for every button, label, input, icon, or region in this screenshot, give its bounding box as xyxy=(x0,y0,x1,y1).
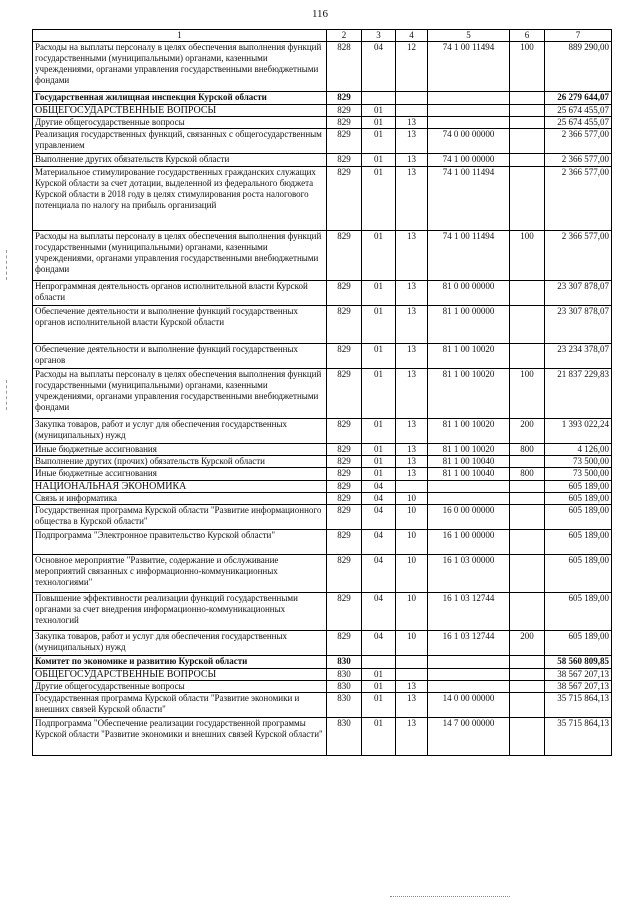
row-article: 81 1 00 10020 xyxy=(428,444,510,456)
row-admin-code: 829 xyxy=(327,167,362,231)
row-article: 16 1 03 12744 xyxy=(428,593,510,631)
row-article: 74 1 00 11494 xyxy=(428,231,510,281)
row-name: Обеспечение деятельности и выполнение функций государственных органов исполнительной власти Курской области xyxy=(33,306,327,344)
row-expense-type: 800 xyxy=(510,444,545,456)
row-section: 04 xyxy=(362,42,396,92)
row-admin-code: 829 xyxy=(327,530,362,555)
row-section: 01 xyxy=(362,444,396,456)
row-expense-type xyxy=(510,493,545,505)
row-expense-type xyxy=(510,555,545,593)
row-name: Государственная жилищная инспекция Курской области xyxy=(33,92,327,105)
row-article xyxy=(428,493,510,505)
table-row xyxy=(33,456,612,468)
col-header-subsection: 4 xyxy=(396,30,428,42)
row-name: Выполнение других обязательств Курской области xyxy=(33,154,327,167)
row-section: 04 xyxy=(362,493,396,505)
row-amount: 605 189,00 xyxy=(545,505,612,530)
row-article: 16 1 03 12744 xyxy=(428,631,510,656)
row-subsection: 13 xyxy=(396,129,428,154)
row-subsection: 13 xyxy=(396,281,428,306)
row-admin-code: 829 xyxy=(327,231,362,281)
row-article: 81 1 00 10040 xyxy=(428,468,510,481)
row-subsection: 13 xyxy=(396,344,428,369)
row-subsection xyxy=(396,481,428,493)
row-admin-code: 829 xyxy=(327,505,362,530)
row-admin-code: 830 xyxy=(327,681,362,693)
row-article: 74 1 00 11494 xyxy=(428,167,510,231)
row-name: Расходы на выплаты персоналу в целях обеспечения выполнения функций государственными (муниципальными) органами, казенными учреждениями, органами управления государственными внебюджетными фондами xyxy=(33,42,327,92)
row-amount: 2 366 577,00 xyxy=(545,154,612,167)
row-admin-code: 829 xyxy=(327,555,362,593)
row-amount: 73 500,00 xyxy=(545,456,612,468)
table-row xyxy=(33,555,612,593)
row-section: 01 xyxy=(362,344,396,369)
col-header-section: 3 xyxy=(362,30,396,42)
row-article xyxy=(428,681,510,693)
row-amount: 605 189,00 xyxy=(545,493,612,505)
row-name: Реализация государственных функций, связанных с общегосударственным управлением xyxy=(33,129,327,154)
row-amount: 1 393 022,24 xyxy=(545,419,612,444)
row-expense-type xyxy=(510,718,545,756)
row-expense-type xyxy=(510,669,545,681)
row-expense-type: 200 xyxy=(510,419,545,444)
table-row xyxy=(33,344,612,369)
table-row xyxy=(33,306,612,344)
row-subsection: 13 xyxy=(396,117,428,129)
row-admin-code: 829 xyxy=(327,631,362,656)
table-row xyxy=(33,493,612,505)
row-name: НАЦИОНАЛЬНАЯ ЭКОНОМИКА xyxy=(33,481,327,493)
table-row xyxy=(33,154,612,167)
row-article: 14 7 00 00000 xyxy=(428,718,510,756)
row-name: Закупка товаров, работ и услуг для обеспечения государственных (муниципальных) нужд xyxy=(33,631,327,656)
row-name: Комитет по экономике и развитию Курской области xyxy=(33,656,327,669)
row-article: 81 1 00 10020 xyxy=(428,344,510,369)
row-subsection: 13 xyxy=(396,369,428,419)
row-admin-code: 829 xyxy=(327,593,362,631)
row-amount: 25 674 455,07 xyxy=(545,117,612,129)
row-amount: 2 366 577,00 xyxy=(545,231,612,281)
row-article xyxy=(428,92,510,105)
row-amount: 21 837 229,83 xyxy=(545,369,612,419)
row-subsection xyxy=(396,92,428,105)
table-row xyxy=(33,117,612,129)
row-subsection: 10 xyxy=(396,593,428,631)
col-header-code: 2 xyxy=(327,30,362,42)
table-row xyxy=(33,530,612,555)
row-subsection: 10 xyxy=(396,493,428,505)
row-article: 74 1 00 00000 xyxy=(428,154,510,167)
row-expense-type xyxy=(510,306,545,344)
row-amount: 605 189,00 xyxy=(545,555,612,593)
row-admin-code: 829 xyxy=(327,306,362,344)
row-section: 01 xyxy=(362,718,396,756)
footer-mark xyxy=(390,895,510,897)
table-row xyxy=(33,505,612,530)
row-amount: 4 126,00 xyxy=(545,444,612,456)
page-number: 116 xyxy=(311,8,329,20)
row-admin-code: 829 xyxy=(327,105,362,117)
row-subsection: 13 xyxy=(396,456,428,468)
row-amount: 23 234 378,07 xyxy=(545,344,612,369)
row-expense-type xyxy=(510,129,545,154)
table-row xyxy=(33,481,612,493)
row-article xyxy=(428,669,510,681)
row-amount: 58 560 809,85 xyxy=(545,656,612,669)
row-expense-type xyxy=(510,167,545,231)
row-section: 01 xyxy=(362,681,396,693)
row-article: 81 0 00 00000 xyxy=(428,281,510,306)
row-article: 81 1 00 10020 xyxy=(428,369,510,419)
row-amount: 889 290,00 xyxy=(545,42,612,92)
row-section: 04 xyxy=(362,505,396,530)
row-name: Иные бюджетные ассигнования xyxy=(33,468,327,481)
row-section: 01 xyxy=(362,306,396,344)
row-admin-code: 830 xyxy=(327,693,362,718)
table-row xyxy=(33,281,612,306)
row-expense-type xyxy=(510,693,545,718)
table-row xyxy=(33,593,612,631)
row-section: 01 xyxy=(362,129,396,154)
row-name: Непрограммная деятельность органов исполнительной власти Курской области xyxy=(33,281,327,306)
binding-mark xyxy=(6,380,8,410)
row-amount: 25 674 455,07 xyxy=(545,105,612,117)
row-subsection: 13 xyxy=(396,231,428,281)
table-row xyxy=(33,167,612,231)
row-name: Подпрограмма "Обеспечение реализации государственной программы Курской области "Развитие экономики и внешних связей Курской области" xyxy=(33,718,327,756)
row-admin-code: 829 xyxy=(327,92,362,105)
table-row xyxy=(33,231,612,281)
table-row xyxy=(33,42,612,92)
col-header-amount: 7 xyxy=(545,30,612,42)
row-article xyxy=(428,656,510,669)
row-article xyxy=(428,105,510,117)
row-name: Иные бюджетные ассигнования xyxy=(33,444,327,456)
row-section: 01 xyxy=(362,154,396,167)
row-amount: 73 500,00 xyxy=(545,468,612,481)
row-admin-code: 829 xyxy=(327,419,362,444)
row-subsection: 13 xyxy=(396,681,428,693)
row-section: 01 xyxy=(362,167,396,231)
row-admin-code: 829 xyxy=(327,129,362,154)
row-amount: 26 279 644,07 xyxy=(545,92,612,105)
row-amount: 23 307 878,07 xyxy=(545,281,612,306)
row-expense-type: 800 xyxy=(510,468,545,481)
row-name: Обеспечение деятельности и выполнение функций государственных органов xyxy=(33,344,327,369)
row-admin-code: 828 xyxy=(327,42,362,92)
row-expense-type: 100 xyxy=(510,42,545,92)
row-amount: 605 189,00 xyxy=(545,593,612,631)
row-section: 01 xyxy=(362,693,396,718)
row-admin-code: 829 xyxy=(327,481,362,493)
row-amount: 605 189,00 xyxy=(545,481,612,493)
row-admin-code: 830 xyxy=(327,669,362,681)
row-section: 01 xyxy=(362,419,396,444)
row-expense-type xyxy=(510,154,545,167)
table-row xyxy=(33,129,612,154)
table-row xyxy=(33,669,612,681)
row-amount: 35 715 864,13 xyxy=(545,693,612,718)
row-expense-type xyxy=(510,92,545,105)
row-subsection: 13 xyxy=(396,693,428,718)
row-name: ОБЩЕГОСУДАРСТВЕННЫЕ ВОПРОСЫ xyxy=(33,669,327,681)
row-expense-type xyxy=(510,281,545,306)
row-admin-code: 829 xyxy=(327,369,362,419)
table-row xyxy=(33,369,612,419)
table-row xyxy=(33,419,612,444)
row-article: 74 0 00 00000 xyxy=(428,129,510,154)
row-name: Закупка товаров, работ и услуг для обеспечения государственных (муниципальных) нужд xyxy=(33,419,327,444)
row-subsection: 10 xyxy=(396,631,428,656)
table-row xyxy=(33,693,612,718)
row-subsection: 13 xyxy=(396,444,428,456)
row-article: 16 0 00 00000 xyxy=(428,505,510,530)
row-name: Расходы на выплаты персоналу в целях обеспечения выполнения функций государственными (муниципальными) органами, казенными учреждениями, органами управления государственными внебюджетными фондами xyxy=(33,231,327,281)
row-admin-code: 829 xyxy=(327,456,362,468)
row-name: Связь и информатика xyxy=(33,493,327,505)
col-header-expense-type: 6 xyxy=(510,30,545,42)
row-admin-code: 829 xyxy=(327,117,362,129)
row-section: 04 xyxy=(362,593,396,631)
row-name: Выполнение других (прочих) обязательств Курской области xyxy=(33,456,327,468)
row-amount: 38 567 207,13 xyxy=(545,669,612,681)
row-expense-type xyxy=(510,344,545,369)
row-section xyxy=(362,656,396,669)
row-subsection: 10 xyxy=(396,555,428,593)
row-admin-code: 829 xyxy=(327,493,362,505)
row-amount: 23 307 878,07 xyxy=(545,306,612,344)
table-row xyxy=(33,468,612,481)
row-name: Подпрограмма "Электронное правительство Курской области" xyxy=(33,530,327,555)
row-admin-code: 829 xyxy=(327,468,362,481)
row-subsection xyxy=(396,656,428,669)
row-section: 01 xyxy=(362,369,396,419)
table-row xyxy=(33,105,612,117)
row-admin-code: 829 xyxy=(327,444,362,456)
row-amount: 605 189,00 xyxy=(545,530,612,555)
row-expense-type: 100 xyxy=(510,231,545,281)
row-name: Основное мероприятие "Развитие, содержание и обслуживание мероприятий связанных с информационно-коммуникационных технологиями" xyxy=(33,555,327,593)
row-name: Материальное стимулирование государственных гражданских служащих Курской области за счет дотации, выделенной из федерального бюджета Курской области в 2018 году в целях стимулирования роста налогового потенциала по налогу на прибыль организаций xyxy=(33,167,327,231)
row-article: 81 1 00 10040 xyxy=(428,456,510,468)
row-expense-type xyxy=(510,105,545,117)
row-section: 01 xyxy=(362,231,396,281)
row-expense-type xyxy=(510,656,545,669)
row-subsection: 10 xyxy=(396,530,428,555)
row-expense-type xyxy=(510,593,545,631)
row-expense-type xyxy=(510,456,545,468)
row-expense-type: 200 xyxy=(510,631,545,656)
row-name: Другие общегосударственные вопросы xyxy=(33,681,327,693)
row-expense-type xyxy=(510,481,545,493)
row-expense-type: 100 xyxy=(510,369,545,419)
table-row xyxy=(33,631,612,656)
row-amount: 2 366 577,00 xyxy=(545,167,612,231)
row-admin-code: 830 xyxy=(327,656,362,669)
row-name: ОБЩЕГОСУДАРСТВЕННЫЕ ВОПРОСЫ xyxy=(33,105,327,117)
row-section: 01 xyxy=(362,669,396,681)
row-amount: 35 715 864,13 xyxy=(545,718,612,756)
row-section: 01 xyxy=(362,456,396,468)
row-section: 04 xyxy=(362,530,396,555)
row-admin-code: 829 xyxy=(327,281,362,306)
col-header-article: 5 xyxy=(428,30,510,42)
row-subsection: 10 xyxy=(396,505,428,530)
table-row xyxy=(33,444,612,456)
row-expense-type xyxy=(510,117,545,129)
row-subsection xyxy=(396,669,428,681)
row-name: Другие общегосударственные вопросы xyxy=(33,117,327,129)
budget-table xyxy=(32,29,612,756)
row-name: Государственная программа Курской области "Развитие информационного общества в Курской области" xyxy=(33,505,327,530)
row-article xyxy=(428,117,510,129)
row-section: 01 xyxy=(362,105,396,117)
row-section: 04 xyxy=(362,481,396,493)
row-article xyxy=(428,481,510,493)
row-admin-code: 829 xyxy=(327,344,362,369)
row-article: 81 1 00 10020 xyxy=(428,419,510,444)
row-subsection: 13 xyxy=(396,167,428,231)
row-article: 16 1 00 00000 xyxy=(428,530,510,555)
row-subsection: 13 xyxy=(396,718,428,756)
row-section: 04 xyxy=(362,631,396,656)
row-section: 04 xyxy=(362,555,396,593)
row-amount: 605 189,00 xyxy=(545,631,612,656)
row-section: 01 xyxy=(362,281,396,306)
row-subsection: 13 xyxy=(396,306,428,344)
row-name: Государственная программа Курской области "Развитие экономики и внешних связей Курской области" xyxy=(33,693,327,718)
row-section xyxy=(362,92,396,105)
row-subsection xyxy=(396,105,428,117)
row-admin-code: 830 xyxy=(327,718,362,756)
row-amount: 2 366 577,00 xyxy=(545,129,612,154)
row-subsection: 13 xyxy=(396,419,428,444)
table-row xyxy=(33,92,612,105)
row-name: Расходы на выплаты персоналу в целях обеспечения выполнения функций государственными (муниципальными) органами, казенными учреждениями, органами управления государственными внебюджетными фондами xyxy=(33,369,327,419)
row-article: 16 1 03 00000 xyxy=(428,555,510,593)
table-row xyxy=(33,718,612,756)
row-article: 14 0 00 00000 xyxy=(428,693,510,718)
row-admin-code: 829 xyxy=(327,154,362,167)
header-row xyxy=(33,30,612,42)
table-row xyxy=(33,656,612,669)
row-section: 01 xyxy=(362,117,396,129)
binding-mark xyxy=(6,250,8,280)
row-subsection: 12 xyxy=(396,42,428,92)
col-header-name: 1 xyxy=(33,30,327,42)
row-expense-type xyxy=(510,530,545,555)
row-expense-type xyxy=(510,681,545,693)
row-section: 01 xyxy=(362,468,396,481)
table-row xyxy=(33,681,612,693)
row-subsection: 13 xyxy=(396,468,428,481)
row-expense-type xyxy=(510,505,545,530)
row-article: 81 1 00 00000 xyxy=(428,306,510,344)
row-name: Повышение эффективности реализации функций государственными органами за счет внедрения информационно-коммуникационных технологий xyxy=(33,593,327,631)
row-subsection: 13 xyxy=(396,154,428,167)
row-amount: 38 567 207,13 xyxy=(545,681,612,693)
row-article: 74 1 00 11494 xyxy=(428,42,510,92)
